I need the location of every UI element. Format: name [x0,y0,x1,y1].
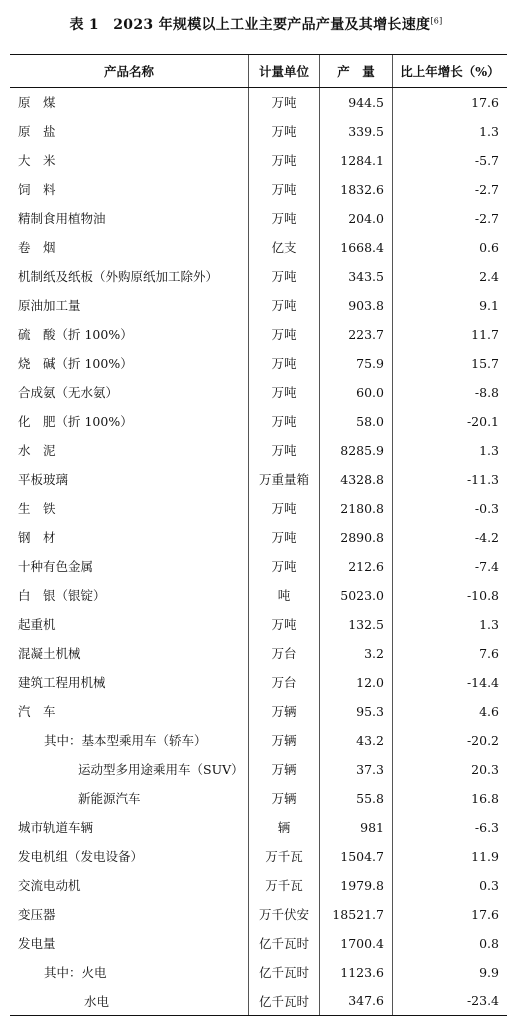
table-row [10,88,507,117]
unit-cell: 万辆 [249,755,320,784]
unit-cell: 亿支 [249,233,320,262]
unit-cell: 万吨 [249,262,320,291]
unit-cell: 万重量箱 [249,465,320,494]
output-value-cell: 1832.6 [320,175,393,204]
output-value-cell: 18521.7 [320,900,393,929]
unit-cell: 万吨 [249,88,320,117]
unit-cell: 万辆 [249,697,320,726]
output-value-cell: 43.2 [320,726,393,755]
output-value-cell: 1979.8 [320,871,393,900]
unit-cell: 万吨 [249,320,320,349]
product-name-cell: 原 煤 [18,95,56,111]
table-row [10,117,507,146]
output-value-cell: 339.5 [320,117,393,146]
output-value-cell: 212.6 [320,552,393,581]
product-name-cell: 交流电动机 [18,878,81,893]
table-row [10,697,507,726]
product-name-cell: 发电量 [18,936,56,951]
table-row [10,233,507,262]
product-name-cell: 其中：火电 [44,965,107,980]
product-name-cell: 钢 材 [18,530,56,545]
unit-cell: 亿千瓦时 [249,987,320,1016]
growth-rate-cell: -4.2 [393,523,508,552]
table-row [10,929,507,958]
table-row [10,146,507,175]
unit-cell: 亿千瓦时 [249,929,320,958]
unit-cell: 万吨 [249,349,320,378]
growth-rate-cell: 16.8 [393,784,508,813]
output-value-cell: 1700.4 [320,929,393,958]
unit-cell: 万吨 [249,610,320,639]
growth-rate-cell: -11.3 [393,465,508,494]
growth-rate-cell: -5.7 [393,146,508,175]
product-name-cell: 大 米 [18,153,56,168]
product-name-cell: 饲 料 [18,182,56,197]
growth-rate-cell: 0.3 [393,871,508,900]
growth-rate-cell: -20.1 [393,407,508,436]
unit-cell: 万吨 [249,523,320,552]
table-row [10,871,507,900]
product-name-cell: 其中：基本型乘用车（轿车） [44,733,207,748]
table-row [10,291,507,320]
product-name-cell: 水电 [10,987,249,1016]
output-value-cell: 2180.8 [320,494,393,523]
output-value-cell: 1668.4 [320,233,393,262]
table-row [10,726,507,755]
table-row [10,378,507,407]
output-value-cell: 95.3 [320,697,393,726]
product-name-cell: 十种有色金属 [18,559,94,574]
table-row [10,581,507,610]
unit-cell: 吨 [249,581,320,610]
unit-cell: 万千瓦 [249,842,320,871]
growth-rate-cell: 7.6 [393,639,508,668]
table-row [10,204,507,233]
product-name-cell: 发电机组（发电设备） [18,849,144,864]
growth-rate-cell: -20.2 [393,726,508,755]
product-name-cell: 运动型多用途乘用车（SUV） [78,762,244,777]
growth-rate-cell: 9.1 [393,291,508,320]
output-value-cell: 1284.1 [320,146,393,175]
table-row [10,262,507,291]
product-name-cell: 精制食用植物油 [18,211,106,226]
product-name-cell: 新能源汽车 [78,791,141,806]
growth-rate-cell: -8.8 [393,378,508,407]
table-row [10,407,507,436]
growth-rate-cell: 1.3 [393,117,508,146]
unit-cell: 万吨 [249,436,320,465]
output-value-cell: 4328.8 [320,465,393,494]
product-name-cell: 变压器 [18,907,56,922]
output-value-cell: 12.0 [320,668,393,697]
unit-cell: 万台 [249,668,320,697]
output-value-cell: 55.8 [320,784,393,813]
table-row [10,639,507,668]
product-name-cell: 合成氨（无水氨） [18,385,119,400]
unit-cell: 万吨 [249,552,320,581]
table-row [10,523,507,552]
table-row [10,494,507,523]
output-value-cell: 5023.0 [320,581,393,610]
output-value-cell: 944.5 [320,88,393,117]
header-unit: 计量单位 [249,55,320,88]
table-title [0,14,512,34]
growth-rate-cell: 1.3 [393,436,508,465]
product-name-cell: 卷 烟 [18,240,56,255]
growth-rate-cell: 11.7 [393,320,508,349]
unit-cell: 万千瓦 [249,871,320,900]
table-body [10,88,507,1016]
unit-cell: 万吨 [249,117,320,146]
table-row [10,784,507,813]
growth-rate-cell: 0.8 [393,929,508,958]
table-row [10,958,507,987]
header-growth: 比上年增长（%） [393,55,508,88]
growth-rate-cell: -0.3 [393,494,508,523]
unit-cell: 万吨 [249,291,320,320]
growth-rate-cell: -23.4 [393,987,508,1016]
product-name-cell: 混凝土机械 [18,646,81,661]
output-value-cell: 343.5 [320,262,393,291]
table-row [10,668,507,697]
table-row [10,900,507,929]
unit-cell: 万吨 [249,494,320,523]
product-name-cell: 城市轨道车辆 [18,820,94,835]
table-row [10,610,507,639]
growth-rate-cell: 15.7 [393,349,508,378]
output-value-cell: 204.0 [320,204,393,233]
table-row [10,175,507,204]
growth-rate-cell: 11.9 [393,842,508,871]
unit-cell: 万辆 [249,784,320,813]
product-name-cell: 平板玻璃 [18,472,69,487]
product-name-cell: 生 铁 [18,501,56,516]
output-value-cell: 3.2 [320,639,393,668]
output-value-cell: 2890.8 [320,523,393,552]
growth-rate-cell: -6.3 [393,813,508,842]
output-value-cell: 1123.6 [320,958,393,987]
growth-rate-cell: 0.6 [393,233,508,262]
growth-rate-cell: 17.6 [393,88,508,117]
output-value-cell: 37.3 [320,755,393,784]
product-name-cell: 化 肥（折 100%） [18,414,133,429]
growth-rate-cell: 17.6 [393,900,508,929]
product-name-cell: 汽 车 [18,704,56,719]
table-row [10,320,507,349]
output-value-cell: 58.0 [320,407,393,436]
output-value-cell: 903.8 [320,291,393,320]
product-name-cell: 原油加工量 [18,298,81,313]
table-row [10,349,507,378]
growth-rate-cell: 1.3 [393,610,508,639]
product-name-cell: 起重机 [18,617,56,632]
unit-cell: 万千伏安 [249,900,320,929]
product-name-cell: 水 泥 [18,443,56,458]
product-name-cell: 烧 碱（折 100%） [18,356,133,371]
product-name-cell: 白 银（银锭） [18,588,106,603]
table-row [10,842,507,871]
footnote-mark: [6] [430,16,443,26]
output-value-cell: 8285.9 [320,436,393,465]
growth-rate-cell: 4.6 [393,697,508,726]
table-row [10,552,507,581]
header-output: 产 量 [320,55,393,88]
product-name-cell: 机制纸及纸板（外购原纸加工除外） [18,269,219,284]
unit-cell: 万吨 [249,175,320,204]
growth-rate-cell: -2.7 [393,204,508,233]
output-value-cell: 347.6 [320,987,393,1016]
output-value-cell: 132.5 [320,610,393,639]
output-value-cell: 75.9 [320,349,393,378]
table-header-row [10,55,507,88]
output-value-cell: 1504.7 [320,842,393,871]
output-value-cell: 223.7 [320,320,393,349]
unit-cell: 万吨 [249,204,320,233]
unit-cell: 万吨 [249,146,320,175]
growth-rate-cell: -7.4 [393,552,508,581]
growth-rate-cell: -2.7 [393,175,508,204]
table-row [10,755,507,784]
unit-cell: 万吨 [249,378,320,407]
table-title-text: 表 1 2023 年规模以上工业主要产品产量及其增长速度 [69,17,431,33]
table-row [10,436,507,465]
product-name-cell: 建筑工程用机械 [18,675,106,690]
growth-rate-cell: 20.3 [393,755,508,784]
output-value-cell: 60.0 [320,378,393,407]
table-row [10,987,507,1016]
growth-rate-cell: -10.8 [393,581,508,610]
growth-rate-cell: -14.4 [393,668,508,697]
unit-cell: 辆 [249,813,320,842]
product-name-cell: 原 盐 [18,124,56,139]
product-name-cell: 硫 酸（折 100%） [18,327,133,342]
unit-cell: 万吨 [249,407,320,436]
unit-cell: 万台 [249,639,320,668]
production-table [10,54,507,1016]
unit-cell: 万辆 [249,726,320,755]
table-row [10,465,507,494]
output-value-cell: 981 [320,813,393,842]
unit-cell: 亿千瓦时 [249,958,320,987]
table-row [10,813,507,842]
growth-rate-cell: 2.4 [393,262,508,291]
growth-rate-cell: 9.9 [393,958,508,987]
header-product-name: 产品名称 [10,55,249,88]
